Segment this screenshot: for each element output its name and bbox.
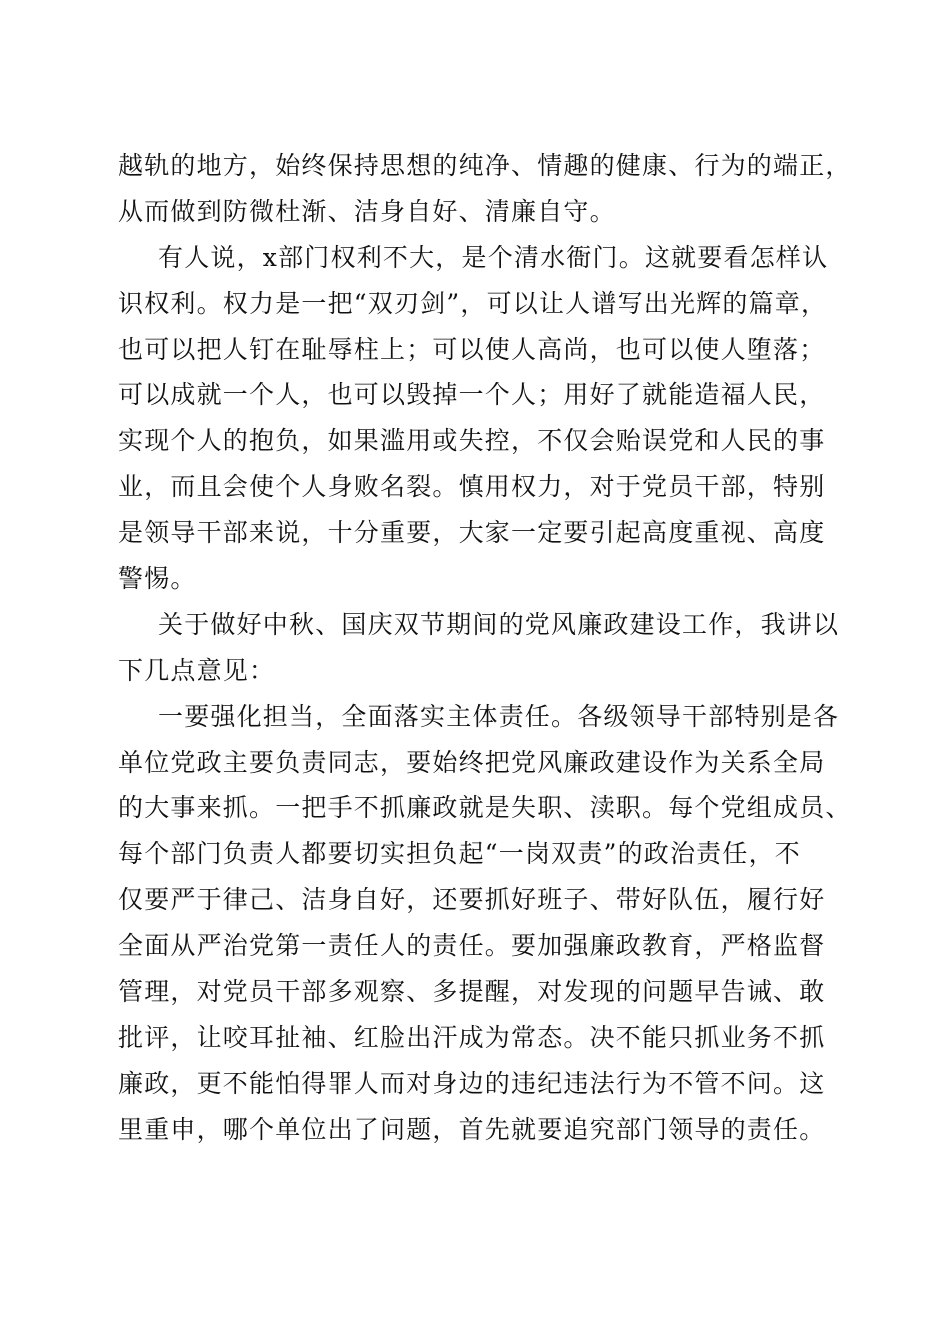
text-line: 的大事来抓。一把手不抓廉政就是失职、渎职。每个党组成员、 — [118, 793, 852, 823]
text-line: 识权利。权力是一把“双刃剑”，可以让人谱写出光辉的篇章， — [118, 288, 828, 318]
text-line: 仅要严于律己、洁身自好，还要抓好班子、带好队伍，履行好 — [118, 885, 826, 915]
document-body — [118, 143, 852, 1153]
text-line: 单位党政主要负责同志，要始终把党风廉政建设作为关系全局 — [118, 747, 826, 777]
text-line: 下几点意见： — [118, 655, 276, 685]
text-line: 越轨的地方，始终保持思想的纯净、情趣的健康、行为的端正， — [118, 151, 852, 180]
text-line: 可以成就一个人，也可以毁掉一个人；用好了就能造福人民， — [118, 380, 826, 410]
text-line: 是领导干部来说，十分重要，大家一定要引起高度重视、高度 — [118, 518, 826, 548]
text-line: 实现个人的抱负，如果滥用或失控，不仅会贻误党和人民的事 — [118, 426, 826, 456]
paragraph-start-line: 有人说，x部门权利不大，是个清水衙门。这就要看怎样认 — [158, 242, 829, 272]
paragraph-start-line: 一要强化担当，全面落实主体责任。各级领导干部特别是各 — [158, 701, 840, 731]
text-line: 警惕。 — [118, 564, 197, 594]
text-line: 从而做到防微杜渐、洁身自好、清廉自守。 — [118, 196, 616, 226]
text-line: 管理，对党员干部多观察、多提醒，对发现的问题早告诫、敢 — [118, 977, 826, 1007]
text-line: 每个部门负责人都要切实担负起“一岗双责”的政治责任，不 — [118, 839, 801, 869]
text-line: 也可以把人钉在耻辱柱上；可以使人高尚，也可以使人堕落； — [118, 334, 826, 364]
text-line: 业，而且会使个人身败名裂。慎用权力，对于党员干部，特别 — [118, 472, 826, 502]
text-line: 廉政，更不能怕得罪人而对身边的违纪违法行为不管不问。这 — [118, 1068, 826, 1098]
text-line: 批评，让咬耳扯袖、红脸出汗成为常态。决不能只抓业务不抓 — [118, 1022, 826, 1052]
text-line: 里重申，哪个单位出了问题，首先就要追究部门领导的责任。 — [118, 1114, 826, 1144]
paragraph-start-line: 关于做好中秋、国庆双节期间的党风廉政建设工作，我讲以 — [158, 609, 840, 639]
text-line: 全面从严治党第一责任人的责任。要加强廉政教育，严格监督 — [118, 931, 826, 961]
